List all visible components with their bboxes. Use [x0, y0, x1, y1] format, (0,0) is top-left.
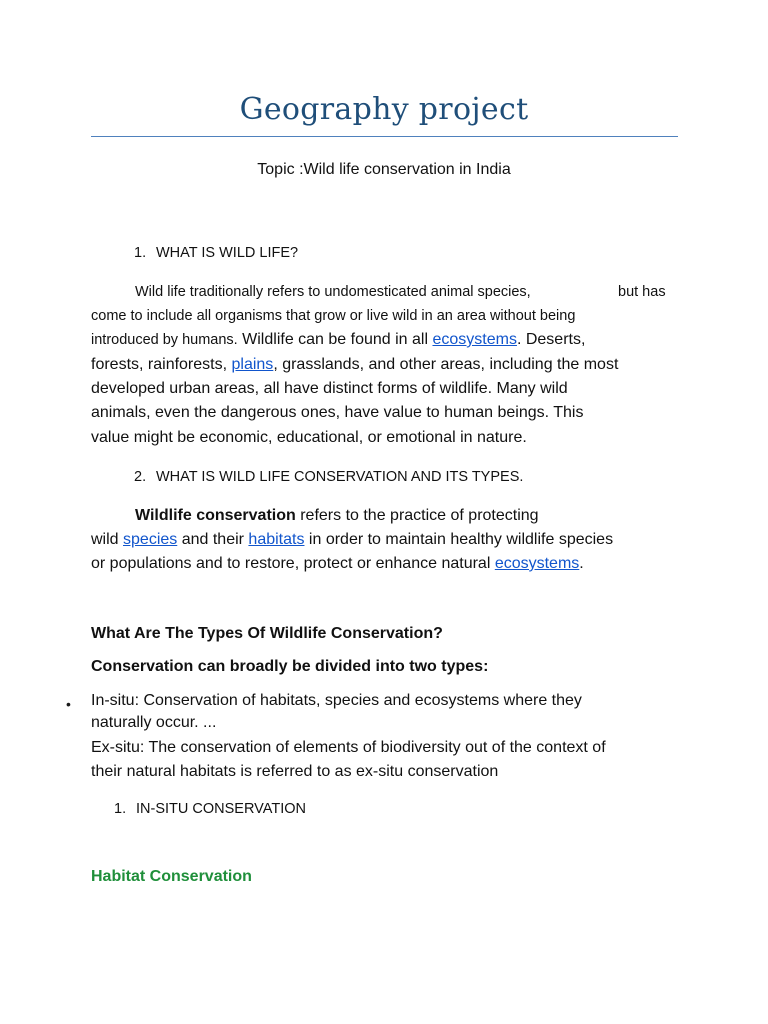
- section1-line4: [91, 356, 618, 374]
- document-title: Geography project: [239, 92, 529, 127]
- section2-number: 2.: [134, 469, 147, 485]
- ecosystems-link-2[interactable]: ecosystems: [494, 555, 580, 572]
- species-link[interactable]: species: [123, 531, 178, 548]
- section2-line3b: .: [579, 555, 584, 572]
- section1-line3a: introduced by humans.: [91, 332, 238, 348]
- section2-line3a: or populations and to restore, protect or enhance natural: [91, 555, 495, 572]
- types-heading: What Are The Types Of Wildlife Conservation?: [91, 625, 443, 642]
- section1-line3: [91, 331, 585, 349]
- habitat-conservation-heading: Habitat Conservation: [91, 868, 252, 885]
- types-subheading: Conservation can broadly be divided into two types:: [91, 658, 489, 675]
- section1-line2: come to include all organisms that grow or live wild in an area without being: [91, 308, 576, 324]
- plains-link[interactable]: plains: [231, 356, 274, 373]
- section1-line5: developed urban areas, all have distinct forms of wildlife. Many wild: [91, 380, 568, 397]
- section1-line3b: Wildlife can be found in all: [237, 331, 433, 348]
- section1-line1b: but has: [618, 284, 666, 300]
- section2-line3: [91, 555, 584, 573]
- exsitu-line1: Ex-situ: The conservation of elements of biodiversity out of the context of: [91, 739, 606, 756]
- section1-line1a: Wild life traditionally refers to undomesticated animal species,: [135, 284, 531, 300]
- title-underline: [91, 136, 678, 137]
- section1-line7: value might be economic, educational, or emotional in nature.: [91, 429, 527, 446]
- wildlife-conservation-term: Wildlife conservation: [135, 507, 296, 524]
- bullet-marker: •: [66, 696, 71, 712]
- section2-line2a: wild: [91, 531, 124, 548]
- section2-heading-text: WHAT IS WILD LIFE CONSERVATION AND ITS TYPES.: [156, 469, 524, 485]
- section2-line1-rest: refers to the practice of protecting: [295, 507, 539, 524]
- section2-line2: [91, 531, 613, 549]
- section1-line4a: forests, rainforests,: [91, 356, 232, 373]
- section1-heading-text: WHAT IS WILD LIFE?: [156, 245, 299, 261]
- habitats-link[interactable]: habitats: [248, 531, 305, 548]
- section1-heading: [134, 245, 298, 261]
- section1-line3c: . Deserts,: [516, 331, 586, 348]
- section2-line2c: in order to maintain healthy wildlife species: [304, 531, 614, 548]
- insitu-line1: In-situ: Conservation of habitats, species and ecosystems where they: [91, 692, 582, 709]
- topic-line: Topic :Wild life conservation in India: [257, 161, 511, 178]
- exsitu-line2: their natural habitats is referred to as ex-situ conservation: [91, 763, 499, 780]
- section2-heading: [134, 469, 523, 485]
- section3-number: 1.: [114, 801, 127, 817]
- insitu-line2: naturally occur. ...: [91, 714, 217, 731]
- section3-heading-text: IN-SITU CONSERVATION: [136, 801, 306, 817]
- section3-heading: [114, 801, 306, 817]
- section1-number: 1.: [134, 245, 147, 261]
- section2-line2b: and their: [177, 531, 249, 548]
- section2-line1: [135, 507, 539, 525]
- section1-line6: animals, even the dangerous ones, have value to human beings. This: [91, 404, 584, 421]
- ecosystems-link-1[interactable]: ecosystems: [432, 331, 517, 348]
- section1-line4b: , grasslands, and other areas, including the most: [273, 356, 619, 373]
